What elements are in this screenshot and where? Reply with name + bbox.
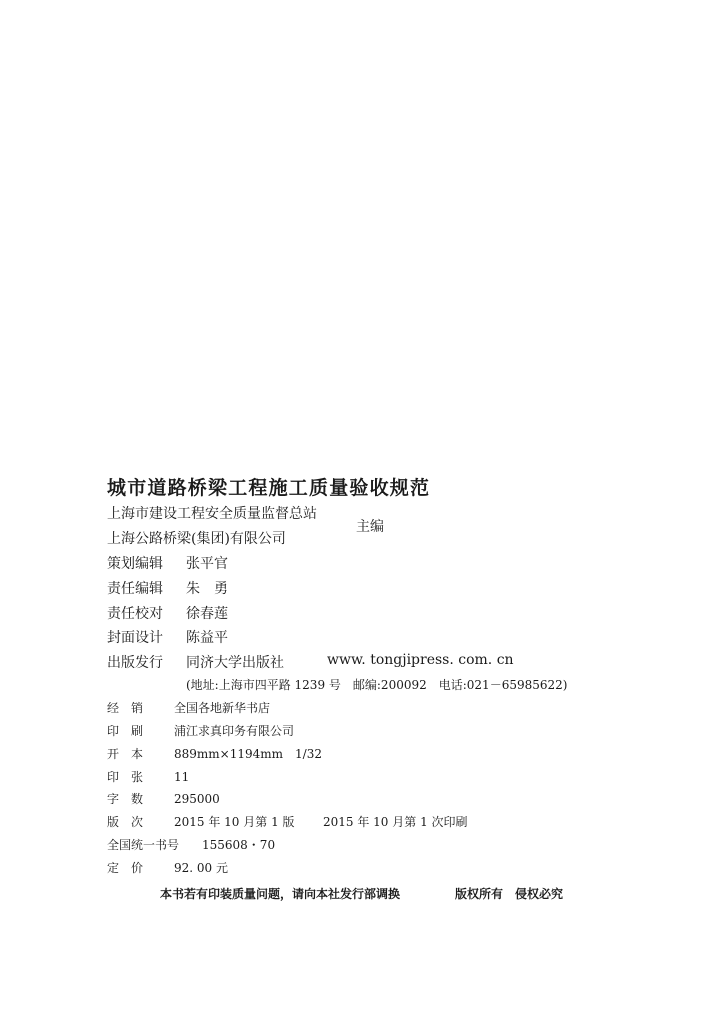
spec-value: 11 bbox=[174, 770, 190, 784]
spec-label: 印 刷 bbox=[107, 724, 144, 738]
spec-row-distributor bbox=[107, 699, 270, 716]
spec-value: 295000 bbox=[174, 792, 220, 806]
quality-notice: 本书若有印装质量问题，请向本社发行部调换 bbox=[160, 887, 401, 901]
spec-value: 全国各地新华书店 bbox=[174, 701, 271, 715]
spec-value: 2015 年 10 月第 1 版 bbox=[174, 815, 295, 829]
staff-label: 责任校对 bbox=[107, 606, 163, 622]
spec-row-price bbox=[107, 859, 228, 876]
chief-editor-org-2: 上海公路桥梁(集团)有限公司 bbox=[107, 531, 286, 547]
staff-row-planning-editor bbox=[107, 553, 228, 573]
spec-row-format bbox=[107, 745, 322, 762]
staff-value: 徐春莲 bbox=[186, 606, 228, 622]
spec-value: 浦江求真印务有限公司 bbox=[174, 724, 295, 738]
spec-value: 155608・70 bbox=[202, 838, 276, 852]
staff-row-proofreader bbox=[107, 603, 228, 623]
spec-value: 889mm×1194mm 1/32 bbox=[174, 747, 322, 761]
spec-label: 字 数 bbox=[107, 792, 144, 806]
spec-row-sheets bbox=[107, 768, 189, 785]
publisher-address: (地址:上海市四平路 1239 号 邮编:200092 电话:021－65985622) bbox=[186, 678, 568, 692]
staff-label: 策划编辑 bbox=[107, 556, 163, 572]
staff-value: 陈益平 bbox=[186, 630, 228, 646]
book-title: 城市道路桥梁工程施工质量验收规范 bbox=[107, 477, 431, 499]
spec-label: 全国统一书号 bbox=[107, 838, 180, 852]
publisher-label: 出版发行 bbox=[107, 655, 163, 671]
spec-label: 开 本 bbox=[107, 747, 144, 761]
spec-value: 92. 00 元 bbox=[174, 861, 228, 875]
spec-label: 版 次 bbox=[107, 815, 144, 829]
publisher-name: 同济大学出版社 bbox=[186, 655, 284, 671]
spec-label: 印 张 bbox=[107, 770, 144, 784]
staff-row-cover-design bbox=[107, 627, 228, 647]
staff-row-responsible-editor bbox=[107, 578, 228, 598]
spec-row-printer bbox=[107, 722, 294, 739]
staff-value: 张平官 bbox=[186, 556, 228, 572]
chief-editor-role: 主编 bbox=[356, 519, 384, 535]
publisher-url: www. tongjipress. com. cn bbox=[327, 652, 514, 668]
spec-label: 经 销 bbox=[107, 701, 144, 715]
chief-editor-org-1: 上海市建设工程安全质量监督总站 bbox=[107, 506, 317, 522]
spec-row-edition bbox=[107, 813, 295, 830]
spec-row-word-count bbox=[107, 790, 220, 807]
staff-label: 责任编辑 bbox=[107, 581, 163, 597]
spec-row-isbn bbox=[107, 836, 275, 853]
spec-edition-printing: 2015 年 10 月第 1 次印刷 bbox=[323, 815, 468, 829]
spec-label: 定 价 bbox=[107, 861, 144, 875]
copyright-notice: 版权所有 侵权必究 bbox=[455, 887, 564, 901]
staff-label: 封面设计 bbox=[107, 630, 163, 646]
staff-value: 朱 勇 bbox=[186, 581, 228, 597]
